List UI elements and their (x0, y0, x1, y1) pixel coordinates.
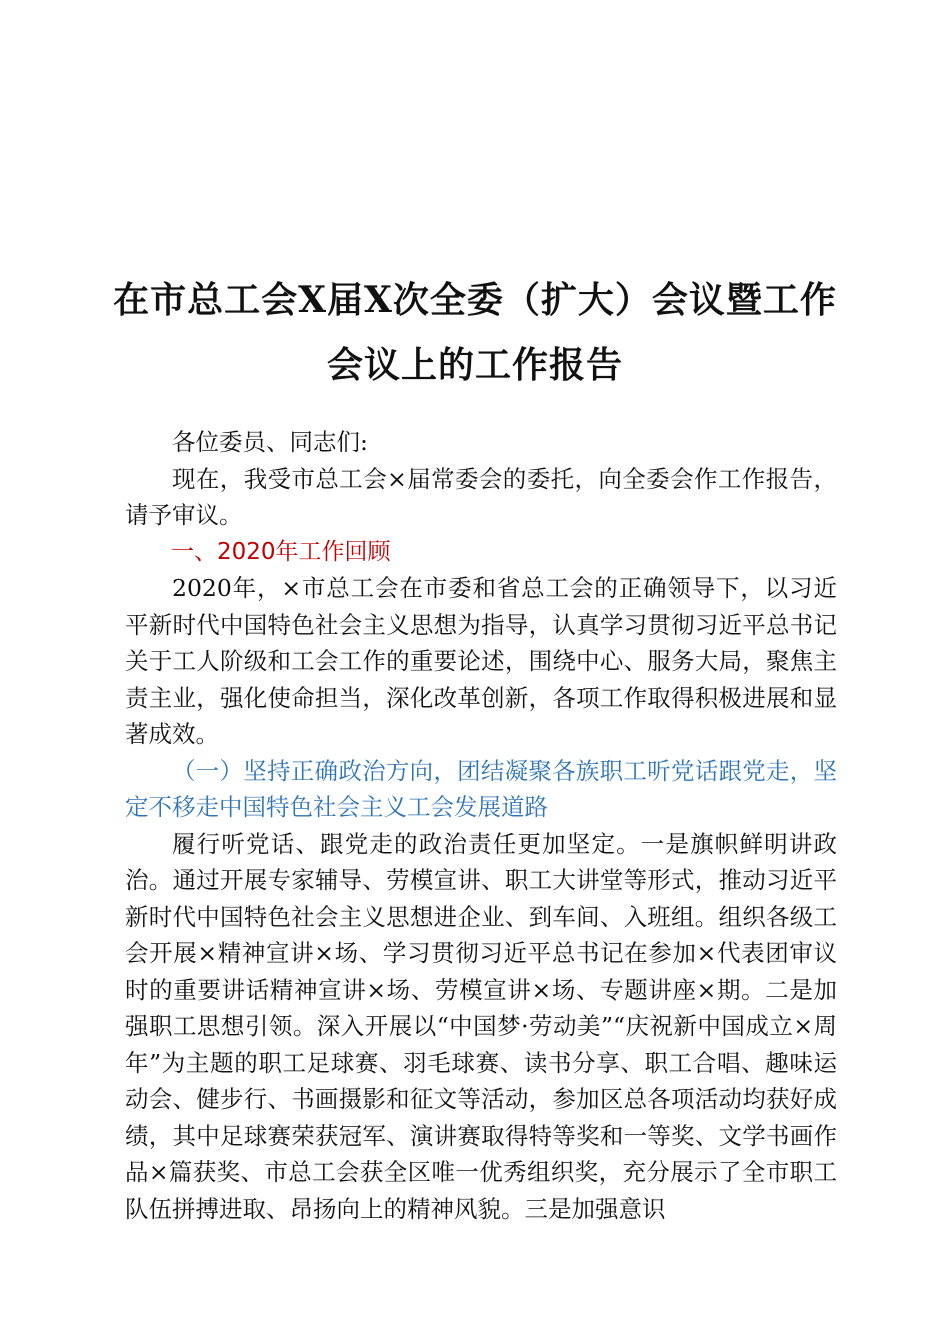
section-heading: 一、2020年工作回顾 (171, 538, 391, 565)
body-paragraph: 履行听党话、跟党走的政治责任更加坚定。一是旗帜鲜明讲政治。通过开展专家辅导、劳模宣讲、职工大讲堂等形式，推动习近平新时代中国特色社会主义思想进企业、到车间、入班组。组织各级工会开展×精神宣讲×场、学习贯彻习近平总书记在参加×代表团审议时的重要讲话精神宣讲×场、劳模宣讲×场、专题讲座×期。二是加强职工思想引领。深入开展以“中国梦·劳动美”“庆祝新中国成立×周年”为主题的职工足球赛、羽毛球赛、读书分享、职工合唱、趣味运动会、健步行、书画摄影和征文等活动，参加区总各项活动均获好成绩，其中足球赛荣获冠军、演讲赛取得特等奖和一等奖、文学书画作品×篇获奖、市总工会获全区唯一优秀组织奖，充分展示了全市职工队伍拼搏进取、昂扬向上的精神风貌。三是加强意识 (125, 829, 837, 1223)
salutation: 各位委员、同志们: (172, 428, 368, 456)
document-body (125, 424, 837, 1227)
document-title-line-1: 在市总工会X届X次全委（扩大）会议暨工作 (113, 279, 837, 321)
summary-paragraph: 2020年，×市总工会在市委和省总工会的正确领导下，以习近平新时代中国特色社会主义思想为指导，认真学习贯彻习近平总书记关于工人阶级和工会工作的重要论述，围绕中心、服务大局，聚焦主责主业，强化使命担当，深化改革创新，各项工作取得积极进展和显著成效。 (125, 574, 837, 748)
intro-paragraph: 现在，我受市总工会×届常委会的委托，向全委会作工作报告，请予审议。 (125, 464, 837, 529)
document-title-line-2: 会议上的工作报告 (326, 344, 623, 386)
subsection-heading: （一）坚持正确政治方向，团结凝聚各族职工听党话跟党走，坚定不移走中国特色社会主义工会发展道路 (125, 756, 837, 821)
